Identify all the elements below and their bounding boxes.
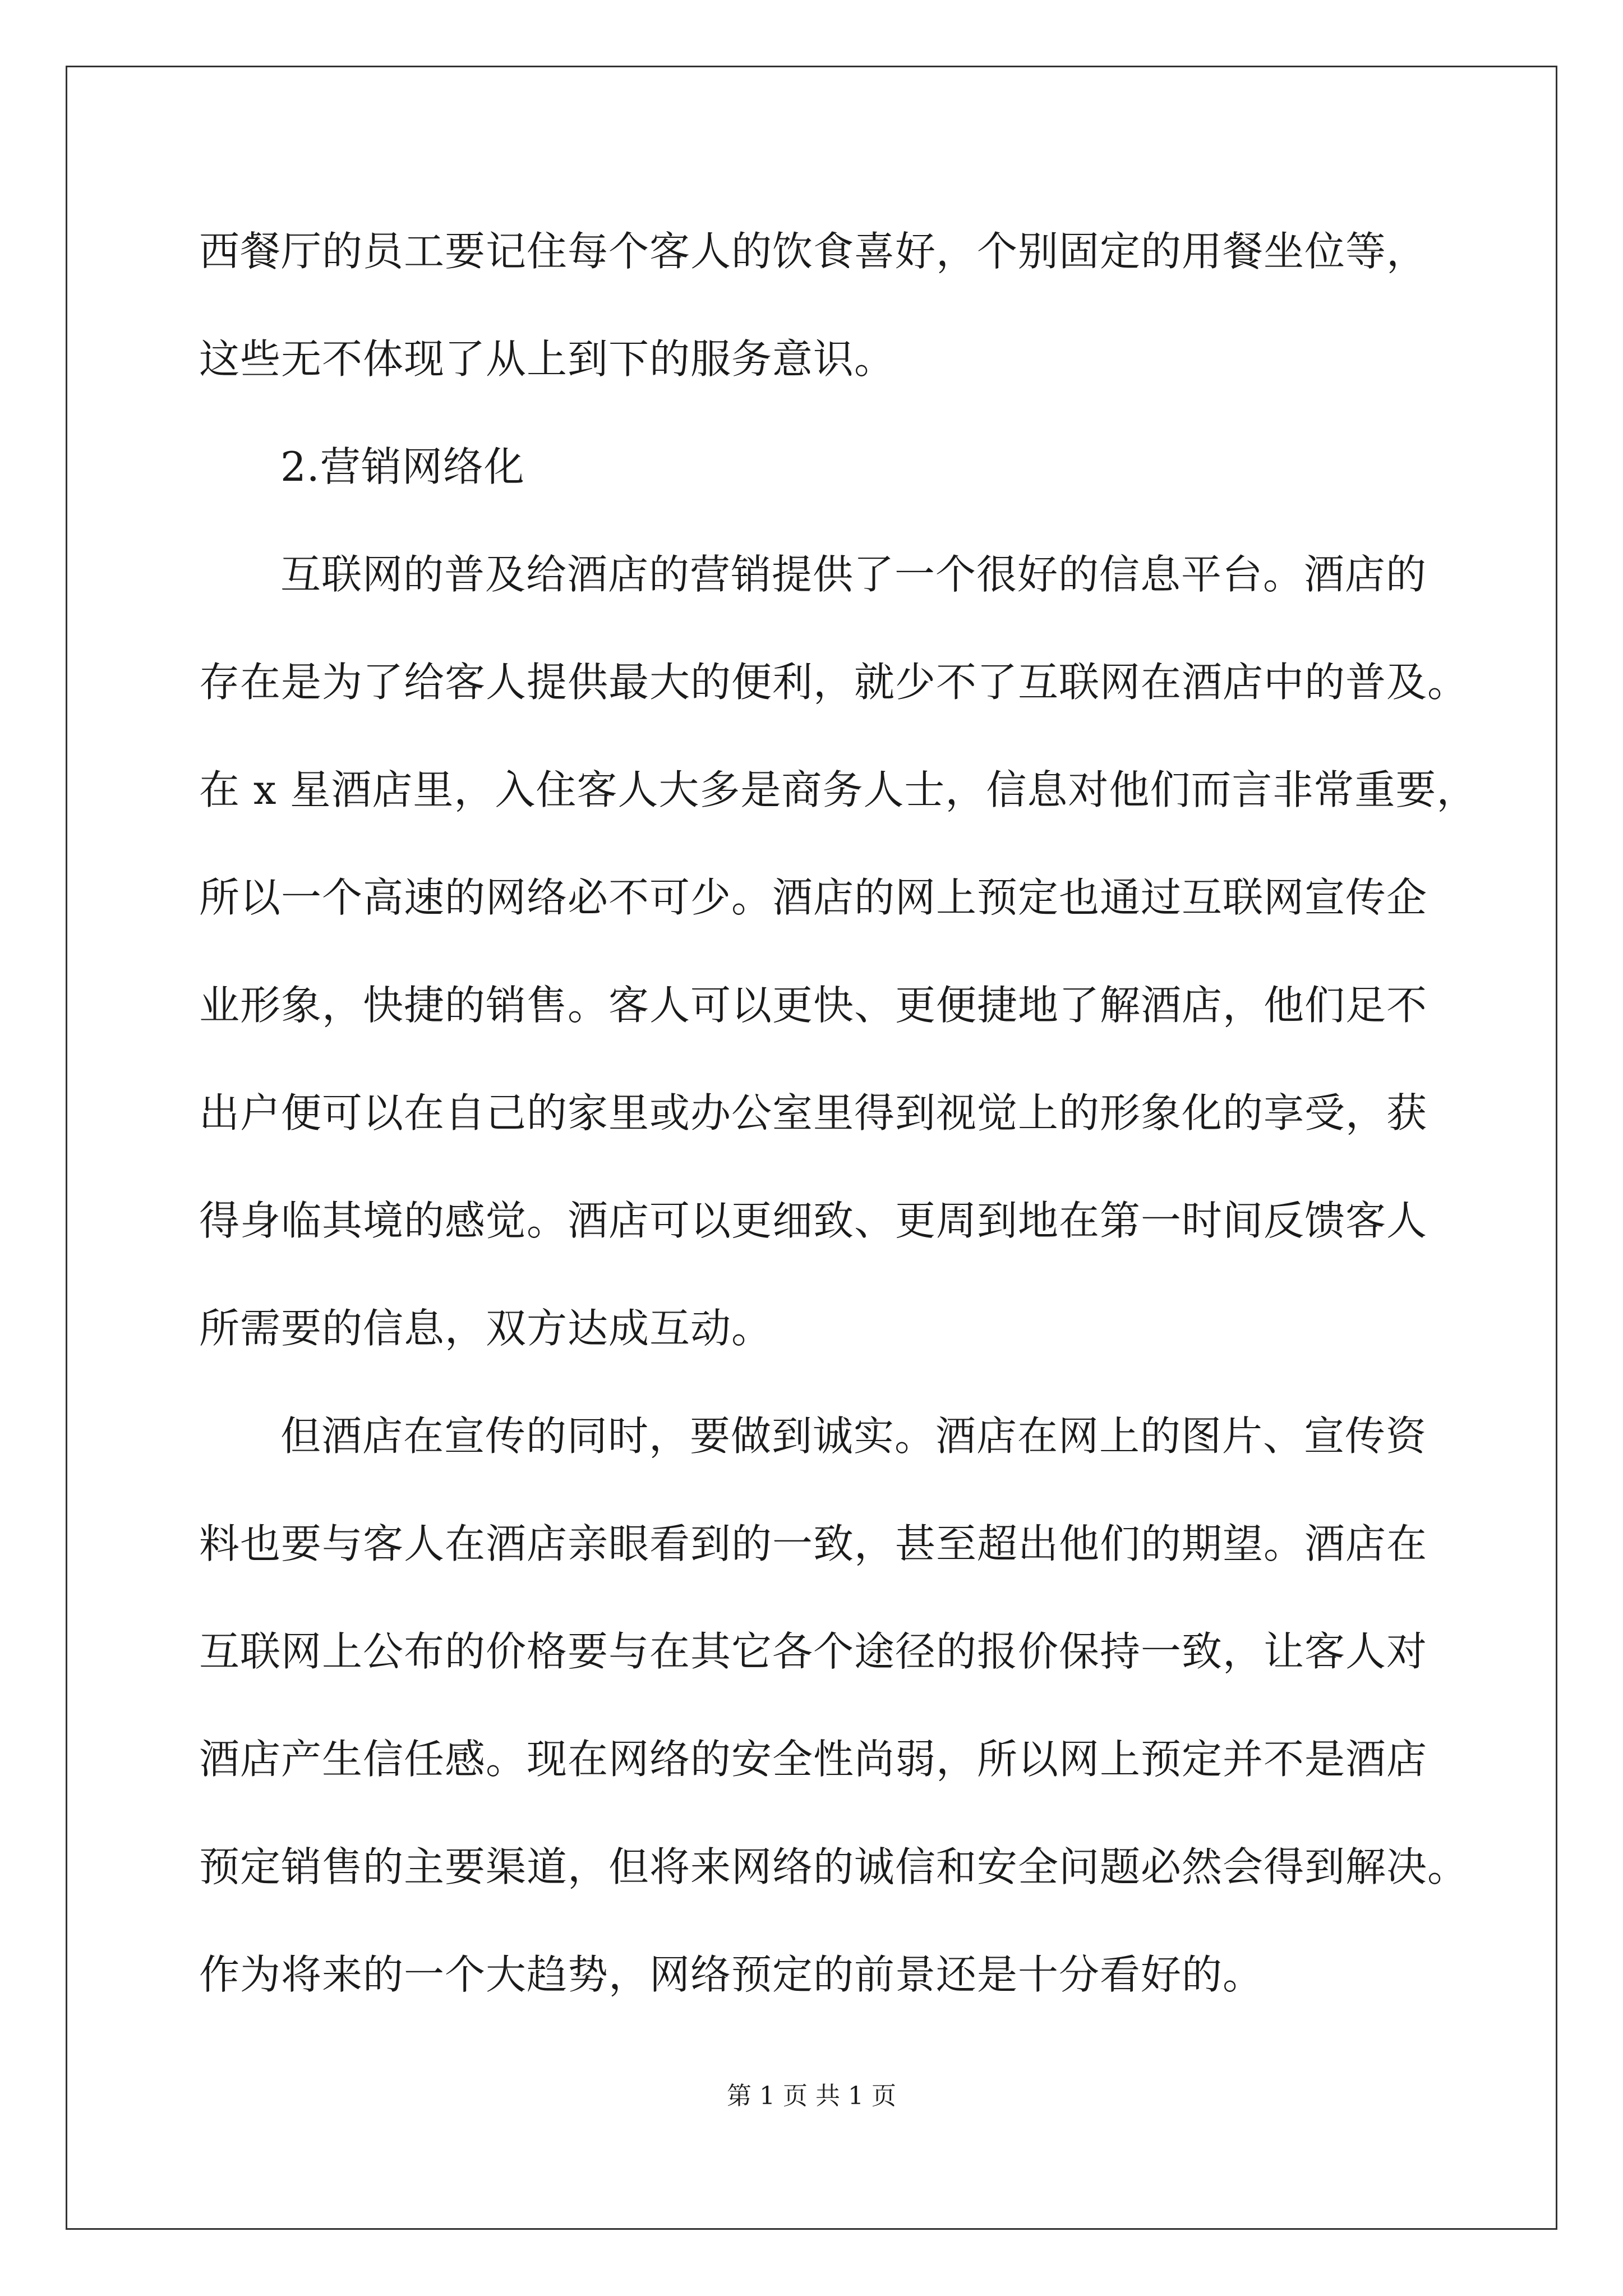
- text-line: 料也要与客人在酒店亲眼看到的一致，甚至超出他们的期望。酒店在: [199, 1520, 1428, 1567]
- page-border: [66, 66, 1557, 2230]
- section-heading: 2.营销网络化: [280, 443, 525, 490]
- text-line: 作为将来的一个大趋势，网络预定的前景还是十分看好的。: [199, 1951, 1264, 1998]
- text-line: 互联网上公布的价格要与在其它各个途径的报价保持一致，让客人对: [199, 1628, 1428, 1675]
- text-line: 在 x 星酒店里，入住客人大多是商务人士，信息对他们而言非常重要，: [199, 766, 1478, 813]
- text-line: 酒店产生信任感。现在网络的安全性尚弱，所以网上预定并不是酒店: [199, 1736, 1428, 1783]
- text-line: 所需要的信息，双方达成互动。: [199, 1305, 773, 1352]
- text-line: 业形象，快捷的销售。客人可以更快、更便捷地了解酒店，他们足不: [199, 982, 1428, 1029]
- text-line: 但酒店在宣传的同时，要做到诚实。酒店在网上的图片、宣传资: [280, 1412, 1427, 1460]
- text-line: 得身临其境的感觉。酒店可以更细致、更周到地在第一时间反馈客人: [199, 1197, 1428, 1244]
- text-line: 出户便可以在自己的家里或办公室里得到视觉上的形象化的享受，获: [199, 1089, 1428, 1137]
- text-line: 这些无不体现了从上到下的服务意识。: [199, 335, 896, 383]
- text-line: 预定销售的主要渠道，但将来网络的诚信和安全问题必然会得到解决。: [199, 1843, 1469, 1890]
- text-line: 西餐厅的员工要记住每个客人的饮食喜好，个别固定的用餐坐位等，: [199, 228, 1428, 275]
- text-line: 存在是为了给客人提供最大的便利，就少不了互联网在酒店中的普及。: [199, 659, 1469, 706]
- text-line: 所以一个高速的网络必不可少。酒店的网上预定也通过互联网宣传企: [199, 874, 1428, 921]
- page-number-footer: 第 1 页 共 1 页: [727, 2082, 896, 2110]
- text-line: 互联网的普及给酒店的营销提供了一个很好的信息平台。酒店的: [280, 551, 1427, 598]
